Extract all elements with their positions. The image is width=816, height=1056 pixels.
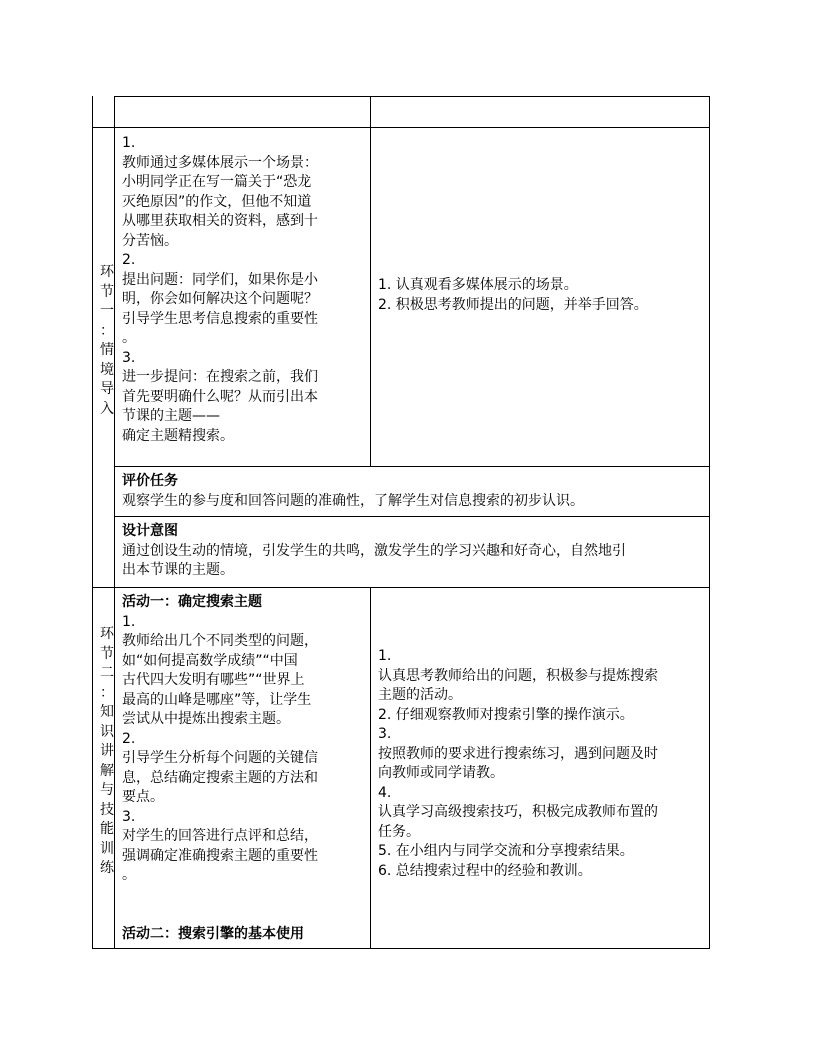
text-line: 节课的主题——: [122, 408, 220, 424]
design-title: 设计意图: [122, 523, 178, 539]
text-line: 明，你会如何解决这个问题呢？: [122, 291, 318, 307]
text-line: 提出问题：同学们，如果你是小: [122, 271, 318, 288]
text-line: 向教师或同学请教。: [378, 765, 504, 781]
text-line: 首先要明确什么呢？从而引出本: [122, 388, 318, 405]
text-line: 任务。: [378, 823, 420, 840]
text-line: 1.: [122, 135, 136, 151]
text-line: 2. 积极思考教师提出的问题，并举手回答。: [378, 296, 648, 313]
activity-two: [122, 925, 366, 945]
evaluation-title: 评价任务: [122, 473, 178, 489]
text-line: 1.: [122, 613, 136, 630]
section-label-char: 节: [100, 283, 114, 300]
evaluation-text: 观察学生的参与度和回答问题的准确性，了解学生对信息搜索的初步认识。: [122, 492, 584, 509]
section-label-char: 识: [100, 723, 114, 740]
section-label-char: 能: [100, 821, 114, 837]
section-label-char: ：: [100, 684, 114, 701]
section-label-char: 练: [100, 860, 114, 876]
row-divider: [114, 466, 710, 467]
text-line: 教师给出几个不同类型的问题，: [122, 633, 318, 649]
section-label-char: 境: [100, 361, 114, 378]
text-line: 确定主题精搜索。: [122, 427, 234, 444]
text-line: 要点。: [122, 789, 164, 805]
section-label-char: 二: [100, 665, 114, 681]
text-line: 息，总结确定搜索主题的方法和: [122, 769, 318, 786]
section-label-char: 导: [100, 381, 114, 397]
row-divider: [92, 587, 710, 588]
student-activity-intro: [378, 276, 706, 315]
text-line: 出本节课的主题。: [122, 562, 234, 578]
table-border-right: [709, 96, 710, 949]
section-label-char: 与: [100, 782, 114, 798]
text-line: 如“如何提高数学成绩”“中国: [122, 652, 298, 669]
row-divider: [114, 516, 710, 517]
column-divider: [370, 96, 371, 466]
text-line: 分苦恼。: [122, 232, 178, 249]
column-divider: [370, 588, 371, 949]
section-label-knowledge: [100, 625, 114, 915]
design-intent: [122, 522, 706, 581]
table-border-inner-left: [114, 96, 115, 949]
student-activity-knowledge: [378, 647, 706, 881]
text-line: 3.: [378, 726, 392, 742]
activity-two-title: 活动二：搜索引擎的基本使用: [122, 926, 304, 942]
teacher-activity-knowledge: [122, 593, 366, 886]
table-border-left: [92, 96, 93, 949]
text-line: 2. 仔细观察教师对搜索引擎的操作演示。: [378, 706, 634, 723]
text-line: 认真思考教师给出的问题，积极参与提炼搜索: [378, 667, 658, 684]
text-line: 2.: [122, 252, 136, 268]
text-line: 主题的活动。: [378, 687, 462, 703]
section-label-char: 情: [100, 342, 114, 358]
section-label-char: 技: [100, 801, 114, 818]
section-label-char: ：: [100, 322, 114, 339]
text-line: 对学生的回答进行点评和总结，: [122, 828, 318, 844]
text-line: 尝试从中提炼出搜索主题。: [122, 711, 290, 727]
text-line: 引导学生分析每个问题的关键信: [122, 750, 318, 766]
text-line: 。: [122, 867, 136, 883]
section-label-char: 解: [100, 762, 114, 779]
text-line: 认真学习高级搜索技巧，积极完成教师布置的: [378, 804, 658, 820]
text-line: 2.: [122, 730, 136, 747]
text-line: 按照教师的要求进行搜索练习，遇到问题及时: [378, 745, 658, 762]
text-line: 1. 认真观看多媒体展示的场景。: [378, 277, 578, 293]
text-line: 小明同学正在写一篇关于“恐龙: [122, 174, 312, 190]
text-line: 。: [122, 330, 136, 346]
text-line: 5. 在小组内与同学交流和分享搜索结果。: [378, 843, 634, 859]
text-line: 强调确定准确搜索主题的重要性: [122, 847, 318, 864]
text-line: 3.: [122, 349, 136, 366]
teacher-activity-intro: [122, 134, 366, 446]
section-label-char: 知: [100, 704, 114, 720]
text-line: 1.: [378, 648, 392, 664]
text-line: 从哪里获取相关的资料，感到十: [122, 213, 318, 229]
activity-one-title: 活动一：确定搜索主题: [122, 594, 262, 610]
evaluation-task: [122, 472, 706, 511]
section-label-char: 入: [100, 400, 114, 417]
row-divider: [114, 96, 710, 97]
text-line: 引导学生思考信息搜索的重要性: [122, 310, 318, 327]
text-line: 进一步提问：在搜索之前，我们: [122, 369, 318, 385]
table-border-bottom: [92, 948, 710, 949]
text-line: 3.: [122, 808, 136, 825]
text-line: 最高的山峰是哪座”等，让学生: [122, 691, 312, 708]
section-label-char: 节: [100, 645, 114, 662]
text-line: 6. 总结搜索过程中的经验和教训。: [378, 862, 592, 879]
section-label-char: 讲: [100, 743, 114, 759]
row-divider: [92, 127, 710, 128]
text-line: 4.: [378, 784, 392, 801]
section-label-char: 环: [100, 626, 114, 642]
section-label-char: 训: [100, 840, 114, 857]
text-line: 古代四大发明有哪些”“世界上: [122, 672, 305, 688]
section-label-intro: [100, 263, 114, 458]
text-line: 通过创设生动的情境，引发学生的共鸣，激发学生的学习兴趣和好奇心，自然地引: [122, 542, 626, 559]
section-label-char: 环: [100, 264, 114, 280]
section-label-char: 一: [100, 303, 114, 319]
text-line: 灭绝原因”的作文，但他不知道: [122, 193, 312, 210]
text-line: 教师通过多媒体展示一个场景：: [122, 154, 318, 171]
